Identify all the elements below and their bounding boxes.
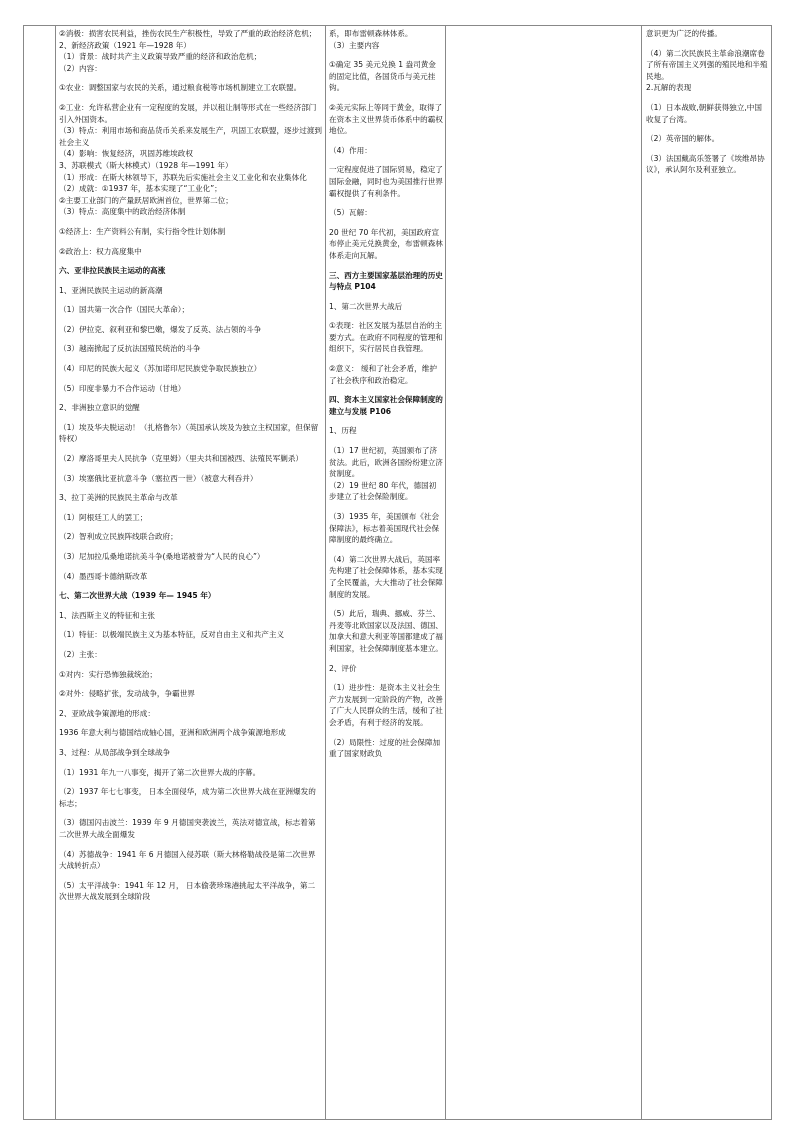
paragraph: （1）进步性：是资本主义社会生产力发展到一定阶段的产物，改善了广大人民群众的生活，缓和了社会矛盾，有利于经济的发展。 (329, 683, 443, 727)
paragraph: ②工业：允许私营企业有一定程度的发展，并以租让制等形式在一些经济部门引入外国资本。 (59, 102, 317, 124)
paragraph: ①确定 35 美元兑换 1 盎司黄金的固定比值，各国货币与美元挂钩。 (329, 60, 436, 93)
paragraph: （5）印度非暴力不合作运动（甘地） (59, 383, 186, 393)
paragraph: 六、亚非拉民族民主运动的高涨 (59, 266, 166, 276)
paragraph: （1）埃及华夫脱运动！（扎格鲁尔）（英国承认埃及为独立主权国家，但保留特权） (59, 422, 319, 444)
column-divider (641, 26, 642, 1119)
paragraph: ①表现：社区发展为基层自治的主要方式。在政府不同程度的管理和组织下，实行居民自我管理。 (329, 321, 443, 354)
column-divider (325, 26, 326, 1119)
paragraph: （1）形成：在斯大林领导下，苏联先后实施社会主义工业化和农业集体化 (59, 172, 307, 182)
paragraph: （1）背景：战时共产主义政策导致严重的经济和政治危机； (59, 52, 262, 62)
paragraph: （2）英帝国的解体。 (646, 134, 720, 144)
column-divider (55, 26, 56, 1119)
paragraph: （3）主要内容 (329, 40, 380, 50)
paragraph: 3、苏联模式（斯大林模式）（1928 年—1991 年） (59, 160, 233, 170)
text-column-right (646, 28, 768, 176)
page-table (23, 25, 772, 1120)
paragraph: （5）此后，瑞典、挪威、芬兰、丹麦等北欧国家以及法国、德国、加拿大和意大利亚等国都建成了福利国家，社会保障制度基本建立。 (329, 609, 443, 653)
paragraph: （2）主张： (59, 649, 102, 659)
paragraph: 3、拉丁美洲的民族民主革命与改革 (59, 493, 178, 503)
paragraph: （4）第二次世界大战后，英国率先构建了社会保障体系，基本实现了全民覆盖，大大推动了社会保障制度的发展。 (329, 554, 443, 599)
paragraph: 三、西方主要国家基层治理的历史与特点 P104 (329, 270, 443, 292)
paragraph: （3）特点：利用市场和商品货币关系来发展生产，巩固工农联盟，逐步过渡到社会主义 (59, 126, 322, 147)
paragraph: ②政治上：权力高度集中 (59, 246, 142, 256)
paragraph: 一定程度促进了国际贸易，稳定了国际金融，同时也为美国推行世界霸权提供了有利条件。 (329, 165, 443, 198)
paragraph: （4）影响：恢复经济，巩固苏维埃政权 (59, 149, 193, 159)
paragraph: （5）太平洋战争：1941 年 12 月， 日本偷袭珍珠港挑起太平洋战争，第二次世界大战发展到全球阶段 (59, 880, 316, 902)
paragraph: （3）尼加拉瓜桑地诺抗美斗争(桑地诺被誉为“人民的良心”） (59, 552, 265, 561)
paragraph: 3、过程：从局部战争到全球战争 (59, 747, 171, 757)
paragraph: （2）1937 年七七事变， 日本全面侵华，成为第二次世界大战在亚洲爆发的标志； (59, 787, 316, 808)
paragraph: 1、法西斯主义的特征和主张 (59, 610, 155, 620)
paragraph: 1936 年意大利与德国结成轴心国，亚洲和欧洲两个战争策源地形成 (59, 728, 286, 738)
paragraph: （4）第二次民族民主革命浪潮席卷了所有帝国主义列强的殖民地和半殖民地。 (646, 48, 768, 81)
paragraph: 20 世纪 70 年代初，美国政府宣布停止美元兑换黄金，布雷顿森林体系走向瓦解。 (329, 227, 443, 260)
paragraph: （2）伊拉克、叙利亚和黎巴嫩，爆发了反英、法占领的斗争 (59, 324, 262, 334)
paragraph: ②主要工业部门的产量跃居欧洲首位，世界第二位； (59, 195, 233, 205)
paragraph: （1）17 世纪初，英国颁布了济贫法。此后，欧洲各国纷纷建立济贫制度。 (329, 446, 443, 479)
paragraph: （2）内容： (59, 63, 102, 73)
paragraph: （5）瓦解： (329, 208, 372, 218)
paragraph: 2、评价 (329, 663, 357, 673)
paragraph: （3）特点：高度集中的政治经济体制 (59, 207, 186, 217)
text-column-main (59, 28, 322, 903)
paragraph: 1、第二次世界大战后 (329, 301, 403, 311)
paragraph: （3）1935 年，美国颁布《社会保障法》，标志着美国现代社会保障制度的最终确立。 (329, 512, 440, 545)
column-divider (445, 26, 446, 1119)
paragraph: （4）作用： (329, 145, 372, 155)
paragraph: 2、非洲独立意识的觉醒 (59, 403, 140, 413)
paragraph: （3）越南掀起了反抗法国殖民统治的斗争 (59, 344, 201, 354)
paragraph: 2、亚欧战争策源地的形成： (59, 708, 155, 718)
paragraph: ②消极：损害农民利益，挫伤农民生产积极性，导致了严重的政治经济危机； (59, 29, 317, 38)
paragraph: （2）局限性：过度的社会保障加重了国家财政负 (329, 737, 441, 759)
paragraph: 1、亚洲民族民主运动的新高潮 (59, 285, 163, 295)
paragraph: 四、资本主义国家社会保障制度的建立与发展 P106 (329, 395, 443, 416)
paragraph: 系，即布雷顿森林体系。 (329, 29, 413, 38)
paragraph: 意识更为广泛的传播。 (646, 29, 722, 38)
paragraph: ②美元实际上等同于黄金，取得了在资本主义世界货币体系中的霸权地位。 (329, 102, 443, 136)
paragraph: （1）阿根廷工人的罢工； (59, 512, 148, 522)
paragraph: （3）法国戴高乐签署了《埃维昂协议》，承认阿尔及利亚独立。 (646, 153, 765, 175)
paragraph: （1）特征：以极端民族主义为基本特征，反对自由主义和共产主义 (59, 630, 285, 640)
paragraph: （4）苏德战争：1941 年 6 月德国入侵苏联（斯大林格勒战役是第二次世界大战转折点） (59, 849, 316, 871)
paragraph: （3）埃塞俄比亚抗意斗争（塞拉西一世）（被意大利吞并） (59, 473, 258, 483)
paragraph: ①经济上：生产资料公有制，实行指令性计划体制 (59, 226, 226, 236)
paragraph: 2、新经济政策（1921 年—1928 年） (59, 40, 191, 50)
paragraph: ②意义： 缓和了社会矛盾，维护了社会秩序和政治稳定。 (329, 364, 437, 385)
paragraph: （4）墨西哥卡德纳斯改革 (59, 571, 148, 581)
paragraph: （2）摩洛哥里夫人民抗争（克里姆）（里夫共和国被西、法殖民军剿杀） (59, 454, 304, 464)
paragraph: （3）德国闪击波兰：1939 年 9 月德国突袭波兰，英法对德宣战，标志着第二次世界大战全面爆发 (59, 818, 316, 839)
paragraph: （1）国共第一次合作（国民大革命）； (59, 305, 190, 315)
paragraph: （2）成就：①1937 年，基本实现了“工业化”； (59, 184, 222, 194)
paragraph: ②对外：侵略扩张，发动战争，争霸世界 (59, 689, 195, 699)
paragraph: （4）印尼的民族大起义（苏加诺印尼民族党争取民族独立） (59, 364, 262, 374)
paragraph: （1）1931 年九一八事变，揭开了第二次世界大战的序幕。 (59, 767, 261, 777)
paragraph: ①农业：调整国家与农民的关系，通过粮食税等市场机制建立工农联盟。 (59, 83, 302, 93)
paragraph: 1、历程 (329, 426, 357, 436)
paragraph: ①对内：实行恐怖独裁统治； (59, 669, 157, 679)
paragraph: 七、第二次世界大战（1939 年— 1945 年） (59, 591, 216, 601)
paragraph: 2.瓦解的表现 (646, 83, 692, 93)
paragraph: （2）智利成立民族阵线联合政府； (59, 532, 178, 542)
paragraph: （1）日本战败,朝鲜获得独立,中国收复了台湾。 (646, 102, 762, 124)
text-column-middle (329, 28, 443, 760)
paragraph: （2）19 世纪 80 年代，德国初步建立了社会保险制度。 (329, 480, 437, 502)
